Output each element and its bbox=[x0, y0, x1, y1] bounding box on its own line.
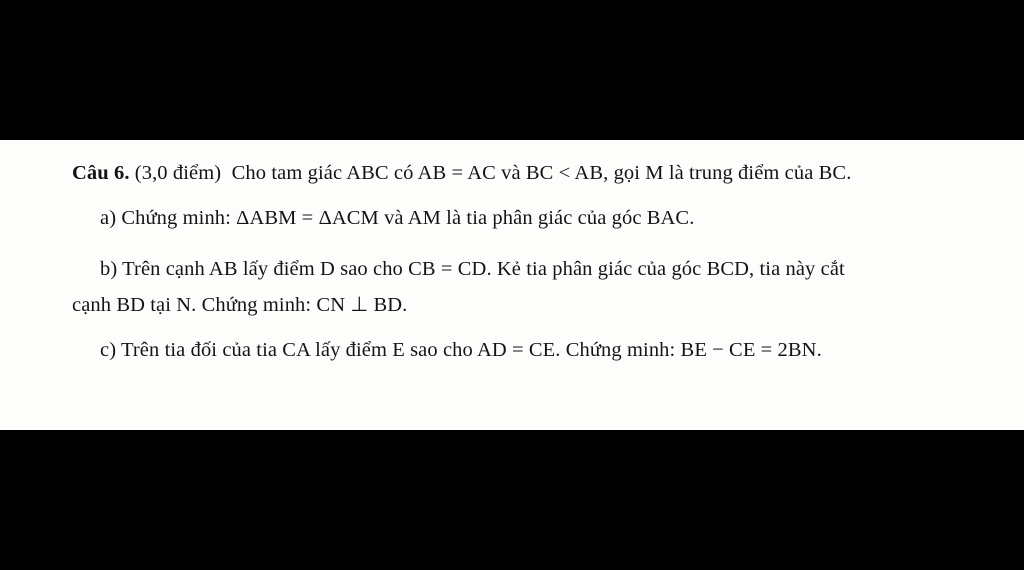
scanned-paper bbox=[0, 140, 1024, 430]
document-content bbox=[72, 158, 952, 365]
part-b-line1: b) Trên cạnh AB lấy điểm D sao cho CB = CD. Kẻ tia phân giác của góc BCD, tia này cắt bbox=[100, 258, 845, 280]
question-heading bbox=[72, 158, 952, 188]
part-c: c) Trên tia đối của tia CA lấy điểm E sao cho AD = CE. Chứng minh: BE − CE = 2BN. bbox=[100, 339, 822, 361]
part-b bbox=[72, 248, 980, 290]
question-statement: Cho tam giác ABC có AB = AC và BC < AB, gọi M là trung điểm của BC. bbox=[231, 162, 852, 184]
question-label: Câu 6. bbox=[72, 162, 130, 184]
clipped-text-fragment bbox=[118, 140, 418, 148]
question-points: (3,0 điểm) bbox=[134, 162, 222, 184]
part-b-continuation: cạnh BD tại N. Chứng minh: CN ⊥ BD. bbox=[72, 294, 408, 316]
part-a: a) Chứng minh: ΔABM = ΔACM và AM là tia phân giác của góc BAC. bbox=[100, 207, 695, 229]
